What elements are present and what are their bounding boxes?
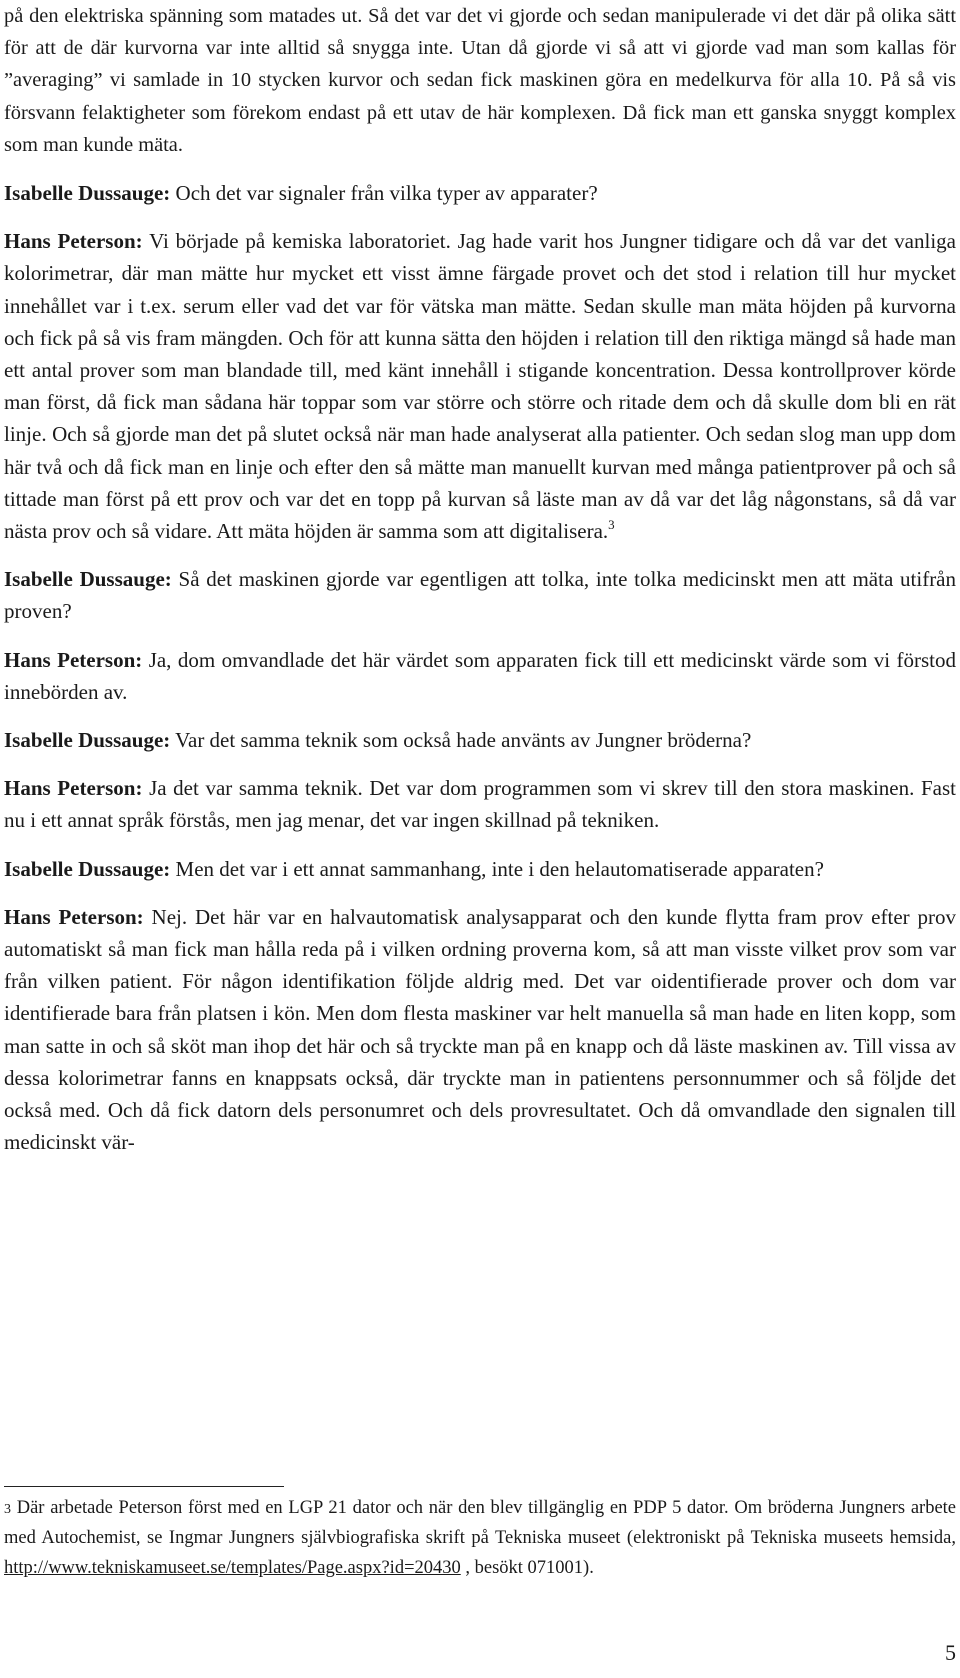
page-number: 5	[945, 1640, 956, 1665]
speaker-name: Isabelle Dussauge:	[4, 856, 171, 881]
footnote-number: 3	[4, 1502, 11, 1517]
footnote-text: Där arbetade Peterson först med en LGP 21 dator och när den blev tillgänglig en PDP 5 dator. Om bröderna Jungners arbete med Autochemist, se Ingmar Jungners självbiografiska skrift på Tekniska museet (elektroniskt på Tekniska museets hemsida,	[4, 1498, 957, 1549]
speaker-name: Isabelle Dussauge:	[4, 728, 171, 753]
speech-text: Så det maskinen gjorde var egentligen att tolka, inte tolka medicinskt men att mäta utifrån proven?	[4, 567, 957, 624]
speech-text: Ja det var samma teknik. Det var dom programmen som vi skrev till den stora maskinen. Fast nu i ett annat språk förstås, men jag menar, det var ingen skillnad på tekniken.	[4, 776, 956, 833]
speech-text: Vi började på kemiska laboratoriet. Jag hade varit hos Jungner tidigare och då var det vanliga kolorimetrar, där man mätte hur mycket ett visst ämne färgade provet och det stod i relation till hur mycket innehållet var i t.ex. serum eller vad det var för vätska man mätte. Sedan skulle man mäta höjden på kurvorna och fick på så vis fram mängden. Och för att kunna sätta den höjden i relation till den riktiga mängd så hade man ett antal prover som man blandade till, med känt innehåll i stigande koncentration. Dessa kontrollprover körde man först, då fick man sådana här toppar som var större och större och ritade dem och då skulle dom bli en rät linje. Och så gjorde man det på slutet också när man hade analyserat alla patienter. Och sedan slog man upp dom här två och då fick man en linje och efter den så mätte man manuellt kurvan med många patientprover på och så tittade man först på ett prov och var det en topp på kurvan så läste man av då var det låg någonstans, så då var nästa prov och så vidare. Att mäta höjden är samma som att digitalisera.	[4, 229, 956, 544]
dialogue-turn	[4, 772, 956, 836]
speech-text: Och det var signaler från vilka typer av apparater?	[175, 181, 598, 206]
dialogue-turn	[4, 724, 956, 756]
footnote-text-end: , besökt 071001).	[465, 1557, 594, 1578]
dialogue-turn	[4, 177, 956, 209]
body-text	[4, 0, 956, 1159]
dialogue-turn	[4, 901, 956, 1159]
footnote-reference[interactable]: 3	[608, 517, 615, 533]
speaker-name: Isabelle Dussauge:	[4, 181, 171, 206]
dialogue-turn	[4, 644, 956, 708]
dialogue-turn	[4, 853, 956, 885]
speech-text: Var det samma teknik som också hade använts av Jungner bröderna?	[175, 728, 752, 753]
speaker-name: Hans Peterson:	[4, 229, 143, 254]
dialogue-turn	[4, 563, 956, 627]
speaker-name: Isabelle Dussauge:	[4, 567, 172, 592]
speaker-name: Hans Peterson:	[4, 776, 143, 801]
dialogue-turn	[4, 225, 956, 547]
speaker-name: Hans Peterson:	[4, 904, 144, 929]
speech-text: Ja, dom omvandlade det här värdet som apparaten fick till ett medicinskt värde som vi förstod innebörden av.	[4, 647, 956, 704]
intro-paragraph: på den elektriska spänning som matades ut. Så det var det vi gjorde och sedan manipulerade vi det där på olika sätt för att de där kurvorna var inte alltid så snygga inte. Utan då gjorde vi så att vi gjorde vad man som kallas för ”averaging” vi samlade in 10 stycken kurvor och sedan fick maskinen göra en medelkurva för alla 10. På så vis försvann felaktigheter som förekom endast på ett utav de här komplexen. Då fick man ett ganska snyggt komplex som man kunde mäta.	[4, 5, 956, 156]
speaker-name: Hans Peterson:	[4, 647, 143, 672]
footnote-link[interactable]: http://www.tekniskamuseet.se/templates/Page.aspx?id=20430	[4, 1557, 461, 1578]
speech-text: Nej. Det här var en halvautomatisk analysapparat och den kunde flytta fram prov efter prov automatiskt så man fick man hålla reda på i vilken ordning proverna kom, så att man visste vilket prov som var från vilken patient. För någon identifikation följde aldrig med. Det var oidentifierade prover och dom var identifierade bara från platsen i kön. Men dom flesta maskiner var helt manuella så man hade en liten kopp, som man satte in och så sköt man ihop det här och så tryckte man på en knapp och då läste maskinen av. Till vissa av dessa kolorimetrar fanns en knappsats också, där tryckte man in patientens personnummer och så följde det också med. Och då fick datorn dels personumret och dels provresultatet. Och då omvandlade den signalen till medicinskt vär-	[4, 904, 956, 1155]
speech-text: Men det var i ett annat sammanhang, inte i den helautomatiserade apparaten?	[175, 856, 824, 881]
footnote	[4, 1494, 956, 1583]
footnote-divider	[4, 1486, 284, 1487]
